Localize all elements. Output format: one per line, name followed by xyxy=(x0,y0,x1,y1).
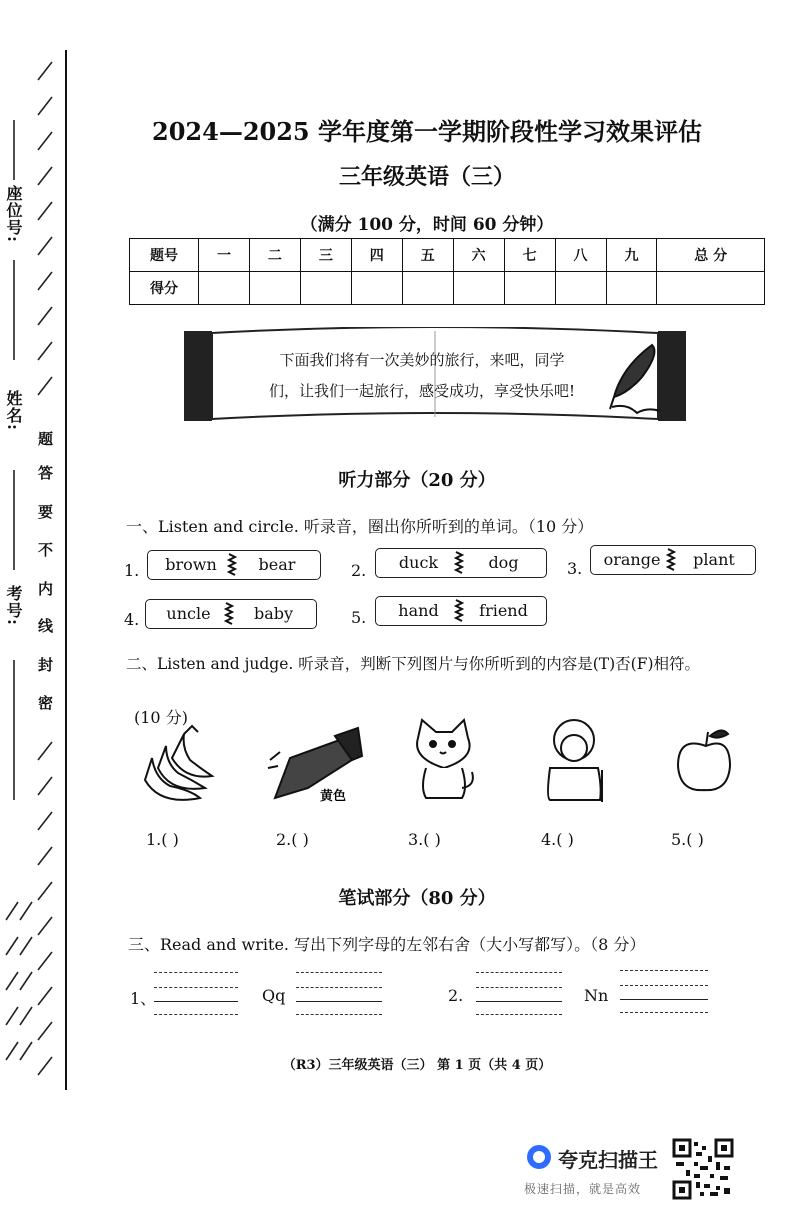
q2-answer[interactable]: 5.( ) xyxy=(671,830,704,849)
seal-char: 封 xyxy=(38,656,54,674)
q1-word-option[interactable]: friend xyxy=(479,601,528,620)
q3-title: 三、Read and write. 写出下列字母的左邻右舍（大小写都写）。（8 分） xyxy=(128,935,646,954)
q2-answer[interactable]: 1.( ) xyxy=(146,830,179,849)
q3-guide-line xyxy=(296,972,382,973)
score-col: 七 xyxy=(504,239,555,272)
q2-answer[interactable]: 3.( ) xyxy=(408,830,441,849)
seal-char: 内 xyxy=(38,580,54,598)
q3-item-number: 1、 xyxy=(130,989,157,1008)
q3-guide-line xyxy=(154,1014,238,1015)
q2-answer[interactable]: 4.( ) xyxy=(541,830,574,849)
score-table-header-label: 题号 xyxy=(130,239,199,272)
q3-guide-line xyxy=(620,970,708,971)
q1-item-number: 5. xyxy=(351,608,367,627)
apple-icon xyxy=(678,730,730,790)
q1-word-option[interactable]: brown xyxy=(165,555,217,574)
q1-item-number: 2. xyxy=(351,561,367,580)
q3-guide-line xyxy=(620,1012,708,1013)
q3-guide-line xyxy=(476,1014,562,1015)
score-col: 六 xyxy=(453,239,504,272)
q3-guide-line xyxy=(154,972,238,973)
score-col: 一 xyxy=(199,239,250,272)
q2-answer[interactable]: 2.( ) xyxy=(276,830,309,849)
q3-guide-line xyxy=(620,985,708,986)
q3-guide-line xyxy=(296,987,382,988)
q3-answer-line[interactable] xyxy=(296,1001,382,1002)
q1-word-option[interactable]: baby xyxy=(253,604,294,623)
paint-tube-icon xyxy=(268,728,362,798)
exam-note: （满分 100 分，时间 60 分钟） xyxy=(300,215,554,235)
q3-item-number: 2. xyxy=(448,986,464,1005)
listening-heading: 听力部分（20 分） xyxy=(338,470,496,491)
q1-item-number: 4. xyxy=(124,610,140,629)
banner-line: 们，让我们一起旅行，感受成功，享受快乐吧! xyxy=(268,382,576,400)
score-col: 九 xyxy=(606,239,657,272)
score-row-label: 得分 xyxy=(130,272,199,305)
q1-word-option[interactable]: uncle xyxy=(166,604,211,623)
watermark-brand: 夸克扫描王 xyxy=(558,1148,658,1172)
q1-word-option[interactable]: duck xyxy=(398,553,439,572)
exam-title: 2024—2025 学年度第一学期阶段性学习效果评估 xyxy=(152,117,702,146)
exam-subtitle: 三年级英语（三） xyxy=(338,164,515,190)
q1-item-number: 3. xyxy=(567,559,583,578)
score-col: 二 xyxy=(249,239,300,272)
qr-code-icon xyxy=(672,1138,734,1200)
seal-char: 答 xyxy=(38,464,54,482)
scanner-watermark xyxy=(522,1140,672,1200)
q1-word-option[interactable]: hand xyxy=(398,601,439,620)
score-col: 三 xyxy=(300,239,351,272)
q2-title: 二、Listen and judge. 听录音，判断下列图片与你所听到的内容是(T)否(F)相符。 xyxy=(126,655,701,673)
q1-word-option[interactable]: orange xyxy=(603,550,661,569)
seal-char: 要 xyxy=(38,503,54,521)
page-footer: （R3）三年级英语（三） 第 1 页（共 4 页） xyxy=(282,1058,552,1073)
q3-letter: Nn xyxy=(584,986,609,1005)
quark-logo-icon xyxy=(526,1144,552,1170)
cat-icon xyxy=(417,720,473,798)
seal-char: 不 xyxy=(38,541,54,559)
q3-guide-line xyxy=(476,987,562,988)
q3-answer-line[interactable] xyxy=(476,1001,562,1002)
q3-guide-line xyxy=(154,987,238,988)
q1-word-option[interactable]: dog xyxy=(488,553,519,572)
q1-word-option[interactable]: bear xyxy=(258,555,296,574)
score-col: 四 xyxy=(351,239,402,272)
q1-title: 一、Listen and circle. 听录音，圈出你所听到的单词。（10 分） xyxy=(126,517,594,536)
q3-answer-line[interactable] xyxy=(154,1001,238,1002)
banner-line: 下面我们将有一次美妙的旅行，来吧，同学 xyxy=(279,351,565,369)
score-col: 八 xyxy=(555,239,606,272)
q1-word-option[interactable]: plant xyxy=(693,550,735,569)
q3-letter: Qq xyxy=(262,986,286,1005)
score-col: 五 xyxy=(402,239,453,272)
seat-label: 座位号: xyxy=(4,185,23,243)
q2-pictures xyxy=(130,718,750,818)
q3-answer-line[interactable] xyxy=(620,999,708,1000)
seal-char: 题 xyxy=(38,430,54,448)
banana-icon xyxy=(145,726,212,800)
q2-score: (10 分) xyxy=(134,708,188,727)
score-col: 总 分 xyxy=(657,239,765,272)
q1-item-number: 1. xyxy=(124,561,140,580)
writing-heading: 笔试部分（80 分） xyxy=(338,888,496,909)
seal-char: 密 xyxy=(38,694,54,712)
grandma-icon xyxy=(548,720,602,802)
exam-number-label: 考号: xyxy=(4,585,23,626)
name-label: 姓名: xyxy=(4,390,23,431)
watermark-slogan: 极速扫描，就是高效 xyxy=(524,1182,642,1196)
tube-color-label: 黄色 xyxy=(320,789,347,804)
seal-char: 线 xyxy=(38,617,54,635)
q3-guide-line xyxy=(476,972,562,973)
q3-guide-line xyxy=(296,1014,382,1015)
